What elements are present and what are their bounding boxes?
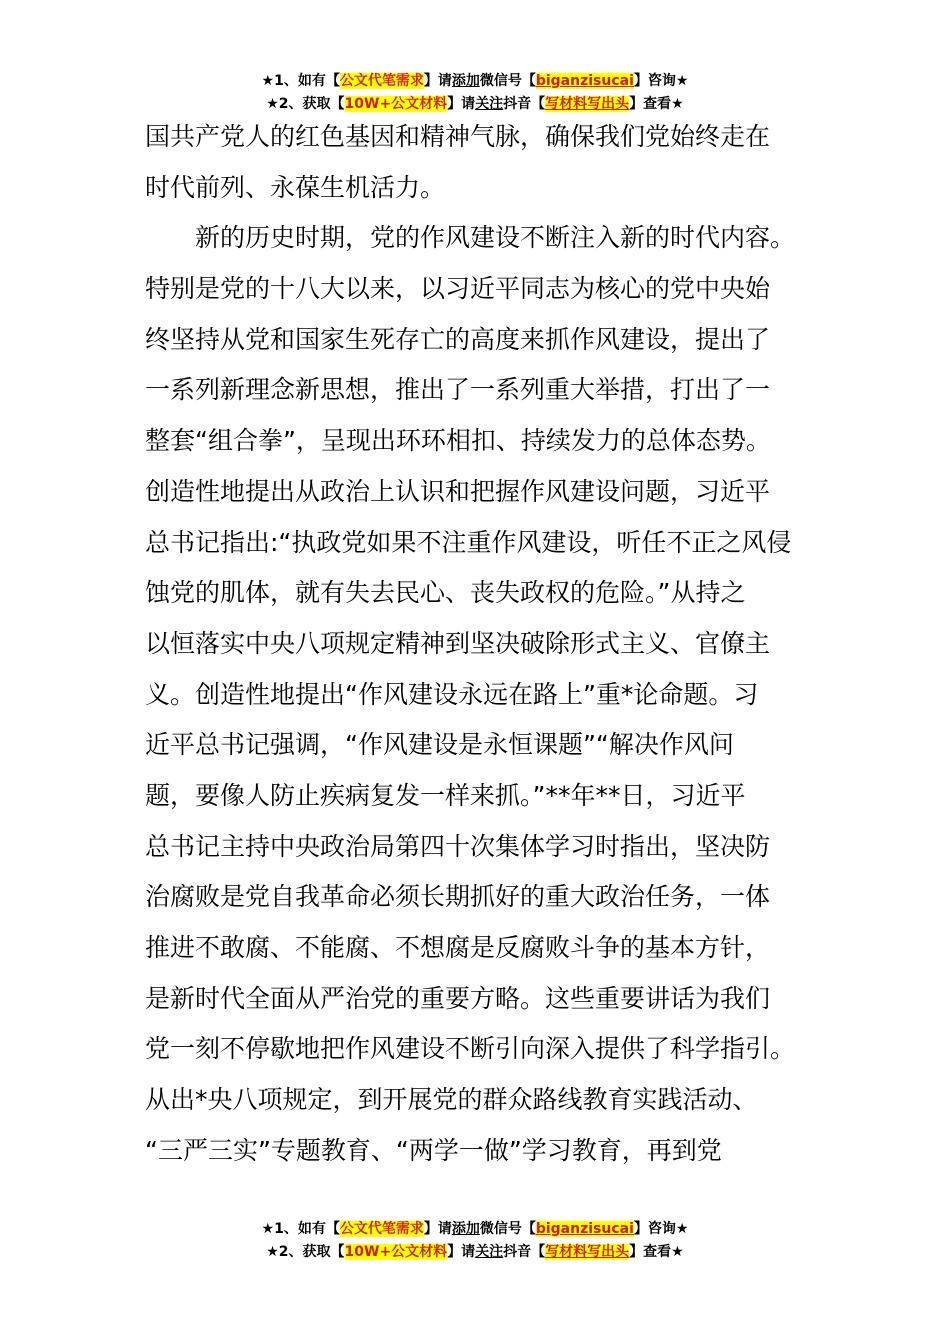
highlight-text: 公文代笔需求 (339, 73, 424, 89)
body-line: 是新时代全面从严治党的重要方略。这些重要讲话为我们 (145, 983, 771, 1013)
body-line: 以恒落实中央八项规定精神到坚决破除形式主义、官僚主 (145, 628, 771, 658)
banner-text: 抖音【 (503, 96, 546, 112)
wechat-id-link[interactable]: biganzisucai (535, 1221, 634, 1237)
body-line: 一系列新理念新思想，推出了一系列重大举措，打出了一 (145, 375, 771, 405)
body-line: 时代前列、永葆生机活力。 (145, 172, 446, 202)
banner-text: ★2、获取【 (266, 1244, 345, 1260)
banner-text: 】查看★ (629, 96, 684, 112)
underlined-text: 添加 (451, 73, 480, 89)
banner-text: 抖音【 (503, 1244, 546, 1260)
banner-text: 】请 (423, 73, 452, 89)
body-line: 国共产党人的红色基因和精神气脉，确保我们党始终走在 (145, 122, 771, 151)
body-line: 总书记指出:“执政党如果不注重作风建设，听任不正之风侵 (145, 527, 792, 557)
body-line: 蚀党的肌体，就有失去民心、丧失政权的危险。”从持之 (145, 578, 746, 608)
body-line: 近平总书记强调，“作风建设是永恒课题”“解决作风问 (145, 730, 734, 760)
body-line: 总书记主持中央政治局第四十次集体学习时指出，坚决防 (145, 831, 771, 861)
underlined-text: 添加 (451, 1221, 480, 1237)
document-body (145, 112, 825, 1176)
banner-text: 微信号【 (479, 1221, 536, 1237)
banner-text: ★1、如有【 (261, 73, 340, 89)
underlined-text: 关注 (475, 96, 504, 112)
body-line: “三严三实”专题教育、“两学一做”学习教育，再到党 (145, 1135, 722, 1165)
body-line: 推进不敢腐、不能腐、不想腐是反腐败斗争的基本方针， (145, 933, 771, 962)
body-line: 义。创造性地提出“作风建设永远在路上”重*论命题。习 (145, 679, 759, 709)
header-banner-line-1 (0, 70, 950, 93)
banner-text: ★2、获取【 (266, 96, 345, 112)
body-line: 题，要像人防止疾病复发一样来抓。”**年**日，习近平 (145, 780, 746, 810)
paragraph-start-line: 新的历史时期，党的作风建设不断注入新的时代内容。 (195, 223, 796, 253)
banner-text: 】请 (447, 1244, 476, 1260)
underlined-text: 关注 (475, 1244, 504, 1260)
highlight-text: 10W+公文材料 (344, 96, 448, 112)
banner-text: 】咨询★ (633, 1221, 689, 1237)
body-line: 创造性地提出从政治上认识和把握作风建设问题，习近平 (145, 476, 771, 506)
banner-text: 】请 (447, 96, 476, 112)
douyin-account-link[interactable]: 写材料写出头 (545, 1244, 630, 1260)
banner-text: 】咨询★ (633, 73, 689, 89)
banner-text: ★1、如有【 (261, 1221, 340, 1237)
body-line: 整套“组合拳”，呈现出环环相扣、持续发力的总体态势。 (145, 426, 771, 456)
body-line: 治腐败是党自我革命必须长期抓好的重大政治任务，一体 (145, 882, 771, 912)
banner-text: 】查看★ (629, 1244, 684, 1260)
banner-text: 微信号【 (479, 73, 536, 89)
highlight-text: 10W+公文材料 (344, 1244, 448, 1260)
banner-text: 】请 (423, 1221, 452, 1237)
footer-banner-line-2 (0, 1241, 950, 1264)
footer-banner (0, 1218, 950, 1264)
footer-banner-line-1 (0, 1218, 950, 1241)
body-line: 党一刻不停歇地把作风建设不断引向深入提供了科学指引。 (145, 1034, 796, 1064)
body-line: 特别是党的十八大以来，以习近平同志为核心的党中央始 (145, 274, 771, 304)
wechat-id-link[interactable]: biganzisucai (535, 73, 634, 89)
header-banner (0, 70, 950, 116)
highlight-text: 公文代笔需求 (339, 1221, 424, 1237)
douyin-account-link[interactable]: 写材料写出头 (545, 96, 630, 112)
body-line: 终坚持从党和国家生死存亡的高度来抓作风建设，提出了 (145, 324, 771, 354)
body-line: 从出*央八项规定，到开展党的群众路线教育实践活动、 (145, 1085, 758, 1115)
